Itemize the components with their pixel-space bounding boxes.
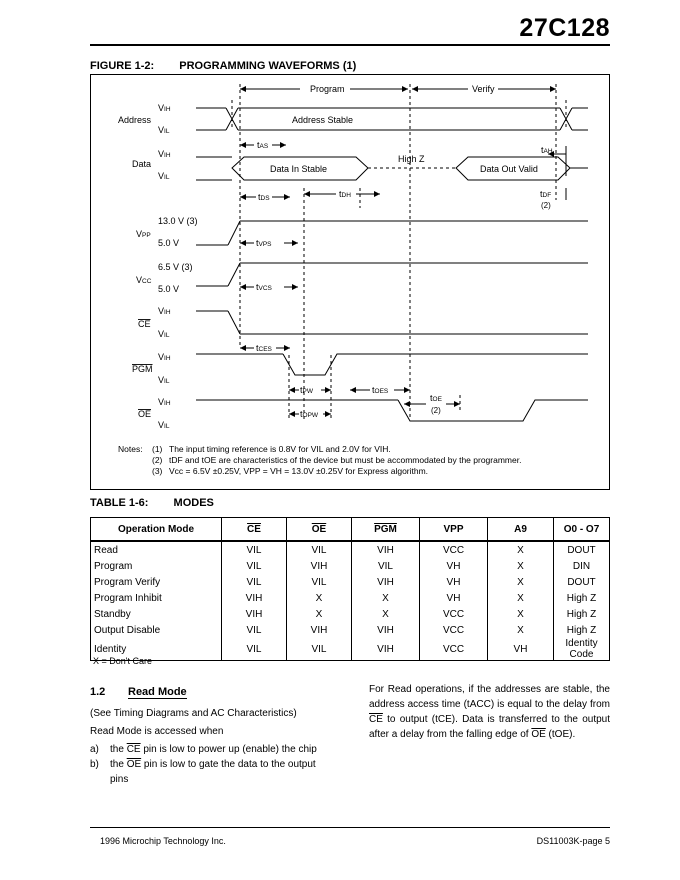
table-number: TABLE 1-6: — [90, 497, 149, 509]
see-timing-paragraph: (See Timing Diagrams and AC Characteristics) — [90, 708, 297, 719]
footer-page-number: DS11003K-page 5 — [536, 836, 610, 846]
svg-text:tDS: tDS — [258, 192, 270, 202]
list-item: b) the $\overline{OE}$ pin is low to gate the data to the output pins — [90, 759, 316, 785]
svg-text:Vcc = 6.5V ±0.25V, VPP = VH =: Vcc = 6.5V ±0.25V, VPP = VH = 13.0V ±0.25V for Express algorithm. — [169, 466, 429, 476]
svg-text:6.5 V (3): 6.5 V (3) — [158, 262, 193, 272]
svg-text:13.0 V (3): 13.0 V (3) — [158, 216, 198, 226]
col-vpp: VPP — [420, 518, 488, 542]
signal-address-label: Address — [118, 115, 152, 125]
signal-ce-label: CE — [138, 319, 151, 329]
svg-text:tOES: tOES — [372, 385, 389, 395]
figure-notes — [118, 444, 521, 476]
table-row: Standby VIH X X VCC X High Z — [91, 606, 610, 622]
svg-text:tVCS: tVCS — [256, 282, 272, 292]
svg-text:VIH: VIH — [158, 149, 171, 159]
svg-text:VIL: VIL — [158, 420, 170, 430]
address-stable-label: Address Stable — [292, 115, 354, 125]
table-footnote: X = Don't Care — [93, 656, 152, 666]
svg-text:VIH: VIH — [158, 306, 171, 316]
svg-text:(2): (2) — [541, 201, 551, 210]
signal-vpp-label: VPP — [136, 229, 151, 239]
svg-text:tAH: tAH — [541, 145, 553, 155]
svg-text:The input timing reference is: The input timing reference is 0.8V for VIL and 2.0V for VIH. — [169, 444, 391, 454]
section-number: 1.2 — [90, 686, 106, 698]
section-heading — [90, 686, 187, 698]
table-caption: MODES — [173, 497, 214, 509]
svg-text:tOPW: tOPW — [300, 409, 319, 419]
svg-text:tAS: tAS — [257, 140, 269, 150]
svg-text:5.0 V: 5.0 V — [158, 284, 180, 294]
svg-text:tDH: tDH — [339, 189, 351, 199]
signal-oe-label: OE — [138, 409, 152, 419]
modes-table — [90, 517, 610, 661]
figure-number: FIGURE 1-2: — [90, 60, 155, 72]
read-operations-paragraph: For Read operations, if the addresses are stable, the address access time (tACC) is equal to the delay from $\overline{CE}$ to output (tCE). Data is transferred to the output after a delay from the falling edge of $\overline{OE}$ (tOE). — [369, 684, 610, 740]
table-row: Program Verify VIL VIL VIH VH X DOUT — [91, 574, 610, 590]
svg-text:VIL: VIL — [158, 171, 170, 181]
svg-text:Notes:: Notes: — [118, 444, 143, 454]
table-row: Identity VIL VIL VIH VCC VH Identity Code — [91, 638, 610, 661]
read-mode-intro: Read Mode is accessed when — [90, 726, 224, 737]
svg-text:5.0 V: 5.0 V — [158, 238, 180, 248]
timing-labels — [256, 140, 553, 419]
svg-text:tDF: tDF — [540, 189, 552, 199]
table-header-row — [91, 518, 610, 542]
svg-text:tDF and tOE are characteristic: tDF and tOE are characteristics of the device but must be accommodated by the programmer. — [169, 455, 522, 465]
col-ce: $\overline{CE}$ — [222, 518, 287, 542]
section-title: Read Mode — [128, 686, 187, 698]
svg-text:tOE: tOE — [430, 393, 442, 403]
svg-text:VIL: VIL — [158, 125, 170, 135]
list-item: a) the $\overline{CE}$ pin is low to power up (enable) the chip — [90, 744, 317, 755]
table-row: Program Inhibit VIH X X VH X High Z — [91, 590, 610, 606]
table-row: Output Disable VIL VIH VIH VCC X High Z — [91, 622, 610, 638]
svg-text:(2): (2) — [431, 406, 441, 415]
col-pgm: $\overline{PGM}$ — [352, 518, 420, 542]
signal-data-label: Data — [132, 159, 152, 169]
data-out-valid-label: Data Out Valid — [480, 164, 538, 174]
table-title — [90, 497, 214, 509]
col-oe: $\overline{OE}$ — [287, 518, 352, 542]
footer-copyright: 1996 Microchip Technology Inc. — [100, 836, 226, 846]
svg-text:tCES: tCES — [256, 343, 272, 353]
signal-vcc-label: VCC — [136, 275, 152, 285]
svg-text:VIH: VIH — [158, 352, 171, 362]
part-number: 27C128 — [519, 14, 610, 42]
svg-text:VIH: VIH — [158, 103, 171, 113]
svg-text:tVPS: tVPS — [256, 238, 272, 248]
svg-text:(1): (1) — [152, 444, 163, 454]
svg-text:VIH: VIH — [158, 397, 171, 407]
signal-pgm-label: PGM — [132, 364, 153, 374]
data-in-stable-label: Data In Stable — [270, 164, 328, 174]
col-operation-mode: Operation Mode — [91, 518, 222, 542]
svg-text:VIL: VIL — [158, 329, 170, 339]
section-left-column — [90, 706, 330, 787]
col-outputs: O0 - O7 — [554, 518, 610, 542]
phase-verify-label: Verify — [472, 84, 495, 94]
footer-rule — [90, 827, 610, 828]
table-row: Read VIL VIL VIH VCC X DOUT — [91, 541, 610, 558]
svg-text:tPW: tPW — [300, 385, 313, 395]
level-labels — [158, 103, 198, 430]
table-row: Program VIL VIH VIL VH X DIN — [91, 558, 610, 574]
svg-text:(3): (3) — [152, 466, 163, 476]
svg-text:VIL: VIL — [158, 375, 170, 385]
svg-text:(2): (2) — [152, 455, 163, 465]
figure-caption: PROGRAMMING WAVEFORMS (1) — [179, 60, 357, 72]
high-z-label: High Z — [398, 154, 425, 164]
col-a9: A9 — [488, 518, 554, 542]
phase-program-label: Program — [310, 84, 345, 94]
